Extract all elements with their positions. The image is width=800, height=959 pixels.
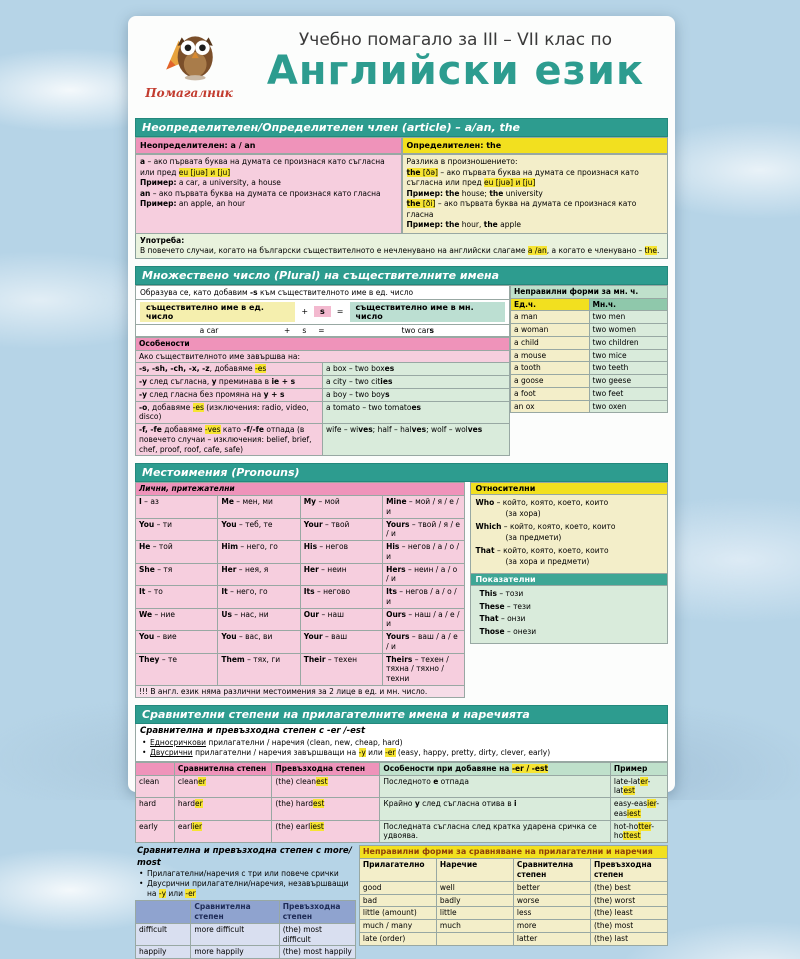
er-est-row [136,798,668,821]
possessive-pronoun: Mine – мой / я / е / и [383,496,465,519]
features-rows [136,363,510,456]
irregular-comparison-row [359,932,667,945]
personal-pronoun-rows [136,496,465,686]
feature-rule: -f, -fe добавяме -ves като -f/-fe отпада (в повечето случаи – изключения: belief, brief, chef, proof, roof, cafe, safe) [136,424,323,456]
feature-example: a box – two boxes [323,363,510,376]
plural-form: two oxen [589,400,668,413]
feature-row [136,376,510,389]
feature-row [136,363,510,376]
irregular-plural-row [511,387,668,400]
feature-note: Крайно y след съгласна отива в i [380,798,610,821]
col-word [136,762,175,775]
pronoun-row [136,518,465,541]
feature-example: a tomato – two tomatoes [323,401,510,424]
subject-pronoun: We – ние [136,608,218,631]
comparative-form: cleaner [174,775,271,798]
demonstrative-pronoun-item: These – тези [479,601,531,611]
singular-form: a foot [511,387,590,400]
irregular-comparison-row [359,894,667,907]
singular-form: a man [511,311,590,324]
feature-note: Последното e отпада [380,775,610,798]
adjective: late (order) [359,932,436,945]
possessive-pronoun: Theirs – техен / тяхна / тяхно / техни [383,653,465,685]
more-most-block [135,845,359,959]
er-est-table [135,762,668,843]
col-singular: Ед.ч. [511,298,590,311]
er-est-row [136,820,668,843]
poster-title: Английски език [266,48,645,94]
comparative-form: more happily [191,946,279,959]
feature-rule: -o, добавяме -es (изключения: radio, video, disco) [136,401,323,424]
plural-form: two teeth [589,362,668,375]
feature-row [136,401,510,424]
irregular-comparison-row [359,907,667,920]
section-articles-title: Неопределителен/Определителен член (article) – a/an, the [135,118,668,137]
feature-rule: -y след гласна без промяна на y + s [136,388,323,401]
plural-form: two geese [589,375,668,388]
superlative-form: (the) most difficult [279,923,355,946]
pronoun-row [136,631,465,654]
superlative-form: (the) hardest [272,798,380,821]
relative-demonstrative-block [470,482,668,698]
col-plural: Мн.ч. [589,298,668,311]
demonstrative-pronoun-item: Those – онези [479,627,537,637]
formula-s: s [314,306,331,317]
possessive-adjective: Your – ваш [300,631,382,654]
feature-example: late-later-latest [610,775,667,798]
section-articles [135,118,668,259]
irregular-comparison-header: Неправилни форми за сравняване на прилагателни и наречия [359,846,667,859]
col-comparative: Сравнителна степен [513,859,590,882]
more-most-bullets [137,869,354,899]
features-intro: Ако съществителното име завършва на: [136,350,510,363]
irregular-plural-row [511,311,668,324]
feature-example: a city – two cities [323,376,510,389]
col-adverb: Наречие [436,859,513,882]
object-pronoun: Him – него, го [218,541,300,564]
col-comparative: Сравнителна степен [174,762,271,775]
section-plural-title: Множествено число (Plural) на съществителните имена [135,266,668,285]
usage-label: Употреба: [140,235,185,245]
adverb: badly [436,894,513,907]
pomagalnik-logo [137,24,241,100]
articles-table [135,137,668,234]
irregular-comparison-rows [359,881,667,945]
plural-form: two feet [589,387,668,400]
superlative-form: (the) best [590,881,667,894]
adjective: little (amount) [359,907,436,920]
pronoun-row [136,496,465,519]
object-pronoun: Her – нея, я [218,563,300,586]
possessive-pronoun: Ours – наш / а / е / и [383,608,465,631]
irregular-plural-row [511,349,668,362]
owl-icon [156,24,222,86]
irregular-plural-header: Неправилни форми за мн. ч. [511,285,668,298]
subject-pronoun: It – то [136,586,218,609]
feature-row [136,424,510,456]
irregular-comparison-table [359,845,668,946]
subject-pronoun: I – аз [136,496,218,519]
adverb: little [436,907,513,920]
comparative-form: less [513,907,590,920]
definite-article-body: Разлика в произношението: the [ðə] – ако първата буква на думата се произнася като съгласна или пред eu [juə] и [ju] Пример: the house; the university the [ði] – ако първата буква на думата се произнася като гласна Пример: the hour, the apple [402,154,669,234]
irregular-plural-rows [511,311,668,413]
object-pronoun: It – него, го [218,586,300,609]
adverb [436,932,513,945]
more-most-header: Сравнителна и превъзходна степен с more/ most [137,846,352,868]
feature-example: a boy – two boys [323,388,510,401]
example-plural: two cars [401,325,434,335]
plural-form: two men [589,311,668,324]
pronoun-row [136,653,465,685]
plural-formula [135,300,510,325]
example-plus: + [284,325,291,335]
col-superlative: Превъзходна степен [590,859,667,882]
col-features: Особености при добавяне на -er / -est [380,762,610,775]
plural-rules-block [135,285,510,457]
example-equals: = [318,325,325,335]
irregular-comparison-block [359,845,668,959]
relative-pronoun-item: Which – който, която, което, които (за предмети) [475,522,616,543]
plural-irregular-block [510,285,668,457]
formula-plus: + [301,307,309,317]
feature-rule: -s, -sh, -ch, -x, -z, добавяме -es [136,363,323,376]
base-word: happily [136,946,191,959]
usage-text: В повечето случаи, когато на български съществителното е нечленувано на английски слагаме a /an, а когато е членувано – the. [140,245,660,255]
adjective: bad [359,894,436,907]
poster-card [128,16,675,957]
object-pronoun: Us – нас, ни [218,608,300,631]
example-s: s [302,325,307,335]
formula-plural: съществително име в мн. число [350,302,506,322]
comparative-form: harder [174,798,271,821]
singular-form: a tooth [511,362,590,375]
superlative-form: (the) least [590,907,667,920]
irregular-comparison-row [359,920,667,933]
er-est-header-row [136,762,668,775]
section-comparison [135,705,668,959]
demonstrative-pronoun-item: That – онзи [479,614,526,624]
pronouns-note: !!! В англ. език няма различни местоимения за 2 лице в ед. и мн. число. [135,686,465,698]
possessive-adjective: My – мой [300,496,382,519]
superlative-form: (the) most [590,920,667,933]
base-word: early [136,820,175,843]
subject-pronoun: She – тя [136,563,218,586]
title-block [243,20,668,92]
singular-form: an ox [511,400,590,413]
subject-pronoun: You – вие [136,631,218,654]
subject-pronoun: He – той [136,541,218,564]
possessive-adjective: Their – техен [300,653,382,685]
more-most-bullet: • Прилагателни/наречия с три или повече срички [137,869,354,879]
base-word: clean [136,775,175,798]
er-est-intro [135,724,668,762]
more-most-intro [135,845,356,900]
definite-article-header: Определителен: the [402,137,669,154]
possessive-adjective: Its – негово [300,586,382,609]
col-superlative: Превъзходна степен [279,901,355,924]
comparative-form: more [513,920,590,933]
plural-main-rule: Образува се, като добавим -s към съществителното име в ед. число [135,285,510,300]
demonstrative-pronoun-item: This – този [479,588,524,598]
section-pronouns-title: Местоимения (Pronouns) [135,463,668,482]
object-pronoun: Me – мен, ми [218,496,300,519]
possessive-pronoun: Yours – ваш / а / е / и [383,631,465,654]
irregular-plural-row [511,336,668,349]
poster-subtitle: Учебно помагало за III – VII клас по [298,30,613,50]
feature-example: hot-hotter-hottest [610,820,667,843]
possessive-adjective: Your – твой [300,518,382,541]
superlative-form: (the) last [590,932,667,945]
indefinite-article-body: a – ако първата буква на думата се произнася като съгласна или пред eu [juə] и [ju] Пример: a car, a university, a house an – ако първата буква на думата се произнася като гласна Пример: an apple, an hour [135,154,402,234]
er-est-bullet: • Едносричкови прилагателни / наречия (clean, new, cheap, hard) [140,738,663,749]
personal-pronouns-table [135,482,465,686]
comparative-form: better [513,881,590,894]
subject-pronoun: They – те [136,653,218,685]
relative-pronoun-item: That – който, която, което, които (за хора и предмети) [475,545,609,566]
irregular-plural-row [511,375,668,388]
irregular-plural-table [510,285,668,414]
singular-form: a goose [511,375,590,388]
superlative-form: (the) cleanest [272,775,380,798]
possessive-pronoun: Hers – неин / а / о / и [383,563,465,586]
more-most-header-row [136,901,356,924]
plural-form: two women [589,324,668,337]
feature-row [136,388,510,401]
col-superlative: Превъзходна степен [272,762,380,775]
possessive-pronoun: Yours – твой / я / е / и [383,518,465,541]
adverb: well [436,881,513,894]
object-pronoun: Them – тях, ги [218,653,300,685]
superlative-form: (the) most happily [279,946,355,959]
irregular-comparison-row [359,881,667,894]
er-est-bullets [140,738,663,759]
relative-pronoun-item: Who – който, която, което, които (за хора) [475,498,609,519]
object-pronoun: You – теб, те [218,518,300,541]
object-pronoun: You – вас, ви [218,631,300,654]
pronoun-row [136,608,465,631]
singular-form: a mouse [511,349,590,362]
articles-usage-note [135,234,668,259]
comparative-form: latter [513,932,590,945]
more-most-rows [136,923,356,958]
relative-pronouns-header: Относителни [470,482,668,495]
er-est-rows [136,775,668,843]
feature-example: wife – wives; half – halves; wolf – wolves [323,424,510,456]
comparative-form: worse [513,894,590,907]
more-most-row [136,946,356,959]
indefinite-article-header: Неопределителен: a / an [135,137,402,154]
personal-pronouns-block [135,482,465,698]
comparative-form: earlier [174,820,271,843]
irregular-plural-row [511,324,668,337]
possessive-pronoun: His – негов / а / о / и [383,541,465,564]
possessive-adjective: His – негов [300,541,382,564]
feature-note: Последната съгласна след кратка ударена сричка се удвоява. [380,820,610,843]
pronoun-row [136,586,465,609]
superlative-form: (the) earliest [272,820,380,843]
base-word: difficult [136,923,191,946]
adjective: good [359,881,436,894]
er-est-header: Сравнителна и превъзходна степен с -er /-est [140,725,366,736]
formula-equals: = [336,307,344,317]
feature-rule: -y след съгласна, y преминава в ie + s [136,376,323,389]
personal-pronouns-header: Лични, притежателни [136,483,465,496]
logo-wordmark: Помагалник [145,86,233,100]
adjective: much / many [359,920,436,933]
section-pronouns [135,463,668,698]
possessive-pronoun: Its – негов / а / о / и [383,586,465,609]
base-word: hard [136,798,175,821]
section-comparison-title: Сравнителни степени на прилагателните имена и наречията [135,705,668,724]
irregular-plural-row [511,362,668,375]
plural-features-table [135,337,510,457]
pronoun-row [136,563,465,586]
col-adjective: Прилагателно [359,859,436,882]
col-word [136,901,191,924]
singular-form: a child [511,336,590,349]
col-comparative: Сравнителна степен [191,901,279,924]
irregular-comparison-header-row [359,859,667,882]
more-most-row [136,923,356,946]
features-header: Особености [136,337,510,350]
irregular-plural-row [511,400,668,413]
demonstrative-pronouns-header: Показателни [470,574,668,586]
pronoun-row [136,541,465,564]
col-example: Пример [610,762,667,775]
poster-header [135,20,668,118]
plural-form: two mice [589,349,668,362]
feature-example: easy-easier-easiest [610,798,667,821]
subject-pronoun: You – ти [136,518,218,541]
demonstrative-pronouns-list [470,586,668,645]
er-est-row [136,775,668,798]
more-most-table [135,900,356,959]
formula-singular: съществително име в ед. число [140,302,295,322]
plural-form: two children [589,336,668,349]
possessive-adjective: Her – неин [300,563,382,586]
more-most-bullet: • Двусрични прилагателни/наречия, незавършващи на -y или -er [137,879,354,899]
possessive-adjective: Our – наш [300,608,382,631]
example-singular: a car [199,325,219,335]
superlative-form: (the) worst [590,894,667,907]
plural-formula-example [135,325,510,337]
relative-pronouns-list [470,495,668,573]
singular-form: a woman [511,324,590,337]
adverb: much [436,920,513,933]
comparative-form: more difficult [191,923,279,946]
er-est-bullet: • Двусрични прилагателни / наречия завършващи на -y или -er (easy, happy, pretty, dirty, clever, early) [140,748,663,759]
section-plural [135,266,668,457]
